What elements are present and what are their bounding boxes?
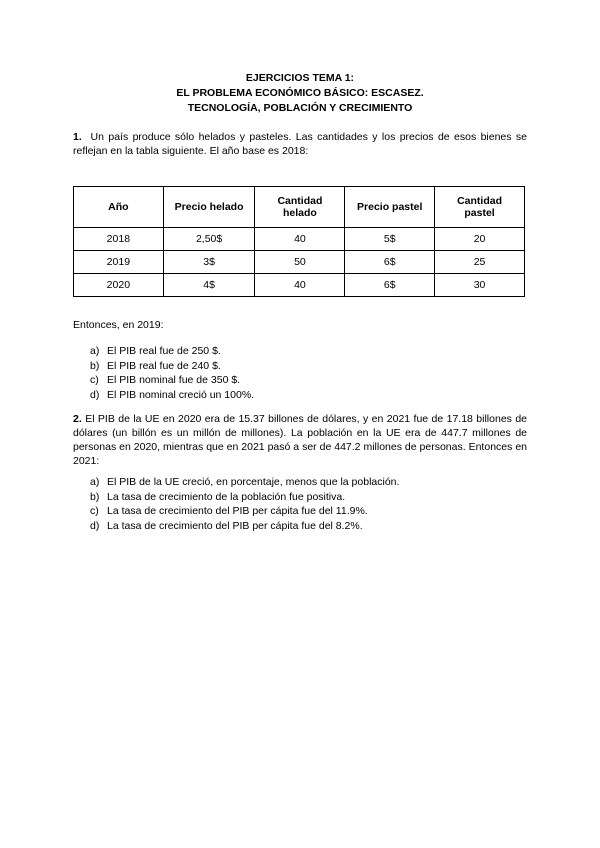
table-cell: 6$ [345,251,435,274]
table-row [74,251,525,274]
table-cell: 2018 [74,228,164,251]
title-line-1: EJERCICIOS TEMA 1: [245,72,355,84]
question-2-options [90,475,399,533]
question-1-text [73,130,527,158]
option-c: c) El PIB nominal fue de 350 $. [90,374,241,386]
document-title [0,71,600,116]
option-d: d) La tasa de crecimiento del PIB per cápita fue del 8.2%. [90,519,363,532]
table-row [74,228,525,251]
option-c: c) La tasa de crecimiento del PIB per cápita fue del 11.9%. [90,505,368,517]
table-cell: 6$ [345,274,435,297]
table-header-cell: Cantidad pastel [435,187,525,228]
title-line-3: TECNOLOGÍA, POBLACIÓN Y CRECIMIENTO [187,102,413,114]
table-row [74,274,525,297]
table-header-cell: Año [74,187,164,228]
table-cell: 30 [435,274,525,297]
table-header-cell: Precio helado [163,187,255,228]
table-cell: 25 [435,251,525,274]
table-cell: 40 [255,228,345,251]
question-2-body: El PIB de la UE en 2020 era de 15.37 billones de dólares, y en 2021 fue de 17.18 billones de dólares (un billón es un millón de millones). La población en la UE era de 447.7 millones de personas en 2020, mientras que en 2021 pasó a ser de 447.2 millones de personas. Entonces en 2021: [73,413,528,467]
table-header-row [74,187,525,228]
question-1-options [90,344,254,402]
question-1-number: 1. [73,131,82,143]
table-header-cell: Cantidad helado [255,187,345,228]
question-2-text [73,412,527,468]
question-2-number: 2. [73,413,82,425]
table-cell: 50 [255,251,345,274]
question-1-body: Un país produce sólo helados y pasteles. Las cantidades y los precios de esos bienes se reflejan en la tabla siguiente. El año base es 2018: [73,131,527,157]
question-1-intro: Entonces, en 2019: [73,319,164,331]
table-cell: 2019 [74,251,164,274]
table-cell: 4$ [163,274,255,297]
prices-quantities-table [73,186,525,297]
table-cell: 20 [435,228,525,251]
table-header-cell: Precio pastel [345,187,435,228]
table-cell: 2,50$ [163,228,255,251]
table-cell: 40 [255,274,345,297]
option-b: b) La tasa de crecimiento de la población fue positiva. [90,490,346,503]
table-cell: 3$ [163,251,255,274]
option-a: a) El PIB real fue de 250 $. [90,345,221,357]
option-b: b) El PIB real fue de 240 $. [90,359,221,372]
option-d: d) El PIB nominal creció un 100%. [90,388,255,401]
table-cell: 2020 [74,274,164,297]
table-cell: 5$ [345,228,435,251]
title-line-2: EL PROBLEMA ECONÓMICO BÁSICO: ESCASEZ. [176,87,424,99]
option-a: a) El PIB de la UE creció, en porcentaje, menos que la población. [90,476,400,488]
